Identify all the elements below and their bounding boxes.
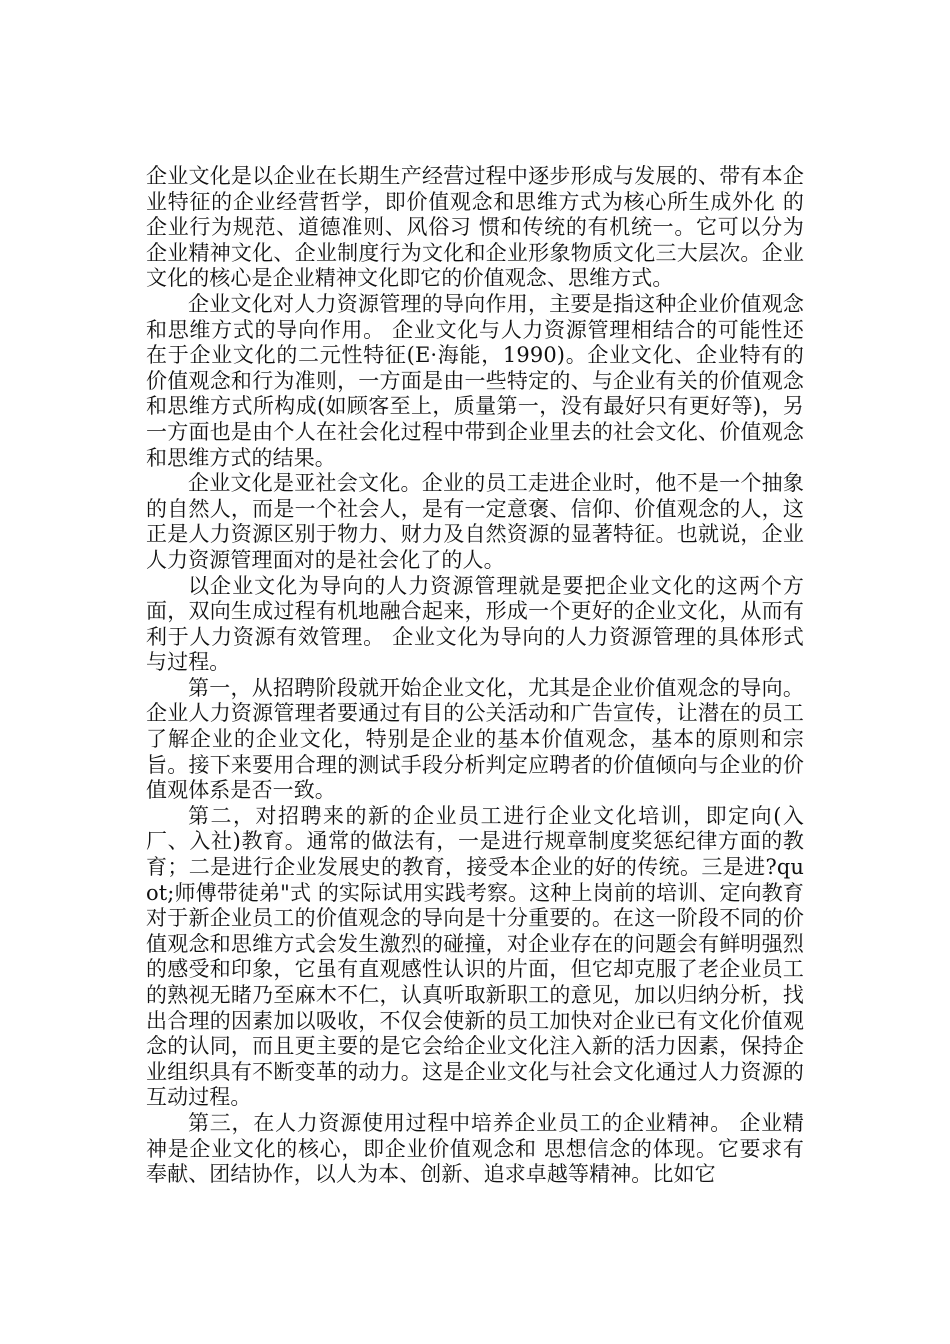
document-page	[146, 164, 804, 1188]
paragraph-3: 企业文化是亚社会文化。企业的员工走进企业时，他不是一个抽象的自然人，而是一个社会人，是有一定意褒、信仰、价值观念的人，这正是人力资源区别于物力、财力及自然资源的显著特征。也就说，企业人力资源管理面对的是社会化了的人。	[146, 471, 804, 572]
paragraph-6: 第二，对招聘来的新的企业员工进行企业文化培训，即定向(入厂、入社)教育。通常的做法有，一是进行规章制度奖惩纪律方面的教育；二是进行企业发展史的教育，接受本企业的好的传统。三是进?quot;师傅带徒弟"式 的实际试用实践考察。这种上岗前的培训、定向教育对于新企业员工的价值观念的导向是十分重要的。在这一阶段不同的价值观念和思维方式会发生激烈的碰撞，对企业存在的问题会有鲜明强烈的感受和印象，它虽有直观感性认识的片面，但它却克服了老企业员工的熟视无睹乃至麻木不仁，认真听取新职工的意见，加以归纳分析，找出合理的因素加以吸收，不仅会使新的员工加快对企业已有文化价值观念的认同，而且更主要的是它会给企业文化注入新的活力因素，保持企业组织具有不断变革的动力。这是企业文化与社会文化通过人力资源的互动过程。	[146, 803, 804, 1110]
paragraph-5: 第一，从招聘阶段就开始企业文化，尤其是企业价值观念的导向。企业人力资源管理者要通过有目的公关活动和广告宣传，让潜在的员工了解企业的企业文化，特别是企业的基本价值观念，基本的原则和宗旨。接下来要用合理的测试手段分析判定应聘者的价值倾向与企业的价值观体系是否一致。	[146, 675, 804, 803]
paragraph-2: 企业文化对人力资源管理的导向作用，主要是指这种企业价值观念和思维方式的导向作用。 企业文化与人力资源管理相结合的可能性还在于企业文化的二元性特征(E·海能，1990)。企业文化、企业特有的价值观念和行为准则，一方面是由一些特定的、与企业有关的价值观念和思维方式所构成(如顾客至上，质量第一，没有最好只有更好等)，另一方面也是由个人在社会化过程中带到企业里去的社会文化、价值观念和思维方式的结果。	[146, 291, 804, 470]
paragraph-1: 企业文化是以企业在长期生产经营过程中逐步形成与发展的、带有本企业特征的企业经营哲学，即价值观念和思维方式为核心所生成外化 的企业行为规范、道德准则、风俗习 惯和传统的有机统一。它可以分为企业精神文化、企业制度行为文化和企业形象物质文化三大层次。企业文化的核心是企业精神文化即它的价值观念、思维方式。	[146, 164, 804, 291]
paragraph-4: 以企业文化为导向的人力资源管理就是要把企业文化的这两个方面，双向生成过程有机地融合起来，形成一个更好的企业文化，从而有利于人力资源有效管理。 企业文化为导向的人力资源管理的具体形式与过程。	[146, 573, 804, 675]
paragraph-7: 第三，在人力资源使用过程中培养企业员工的企业精神。 企业精神是企业文化的核心，即企业价值观念和 思想信念的体现。它要求有奉献、团结协作，以人为本、创新、追求卓越等精神。比如它	[146, 1110, 804, 1187]
